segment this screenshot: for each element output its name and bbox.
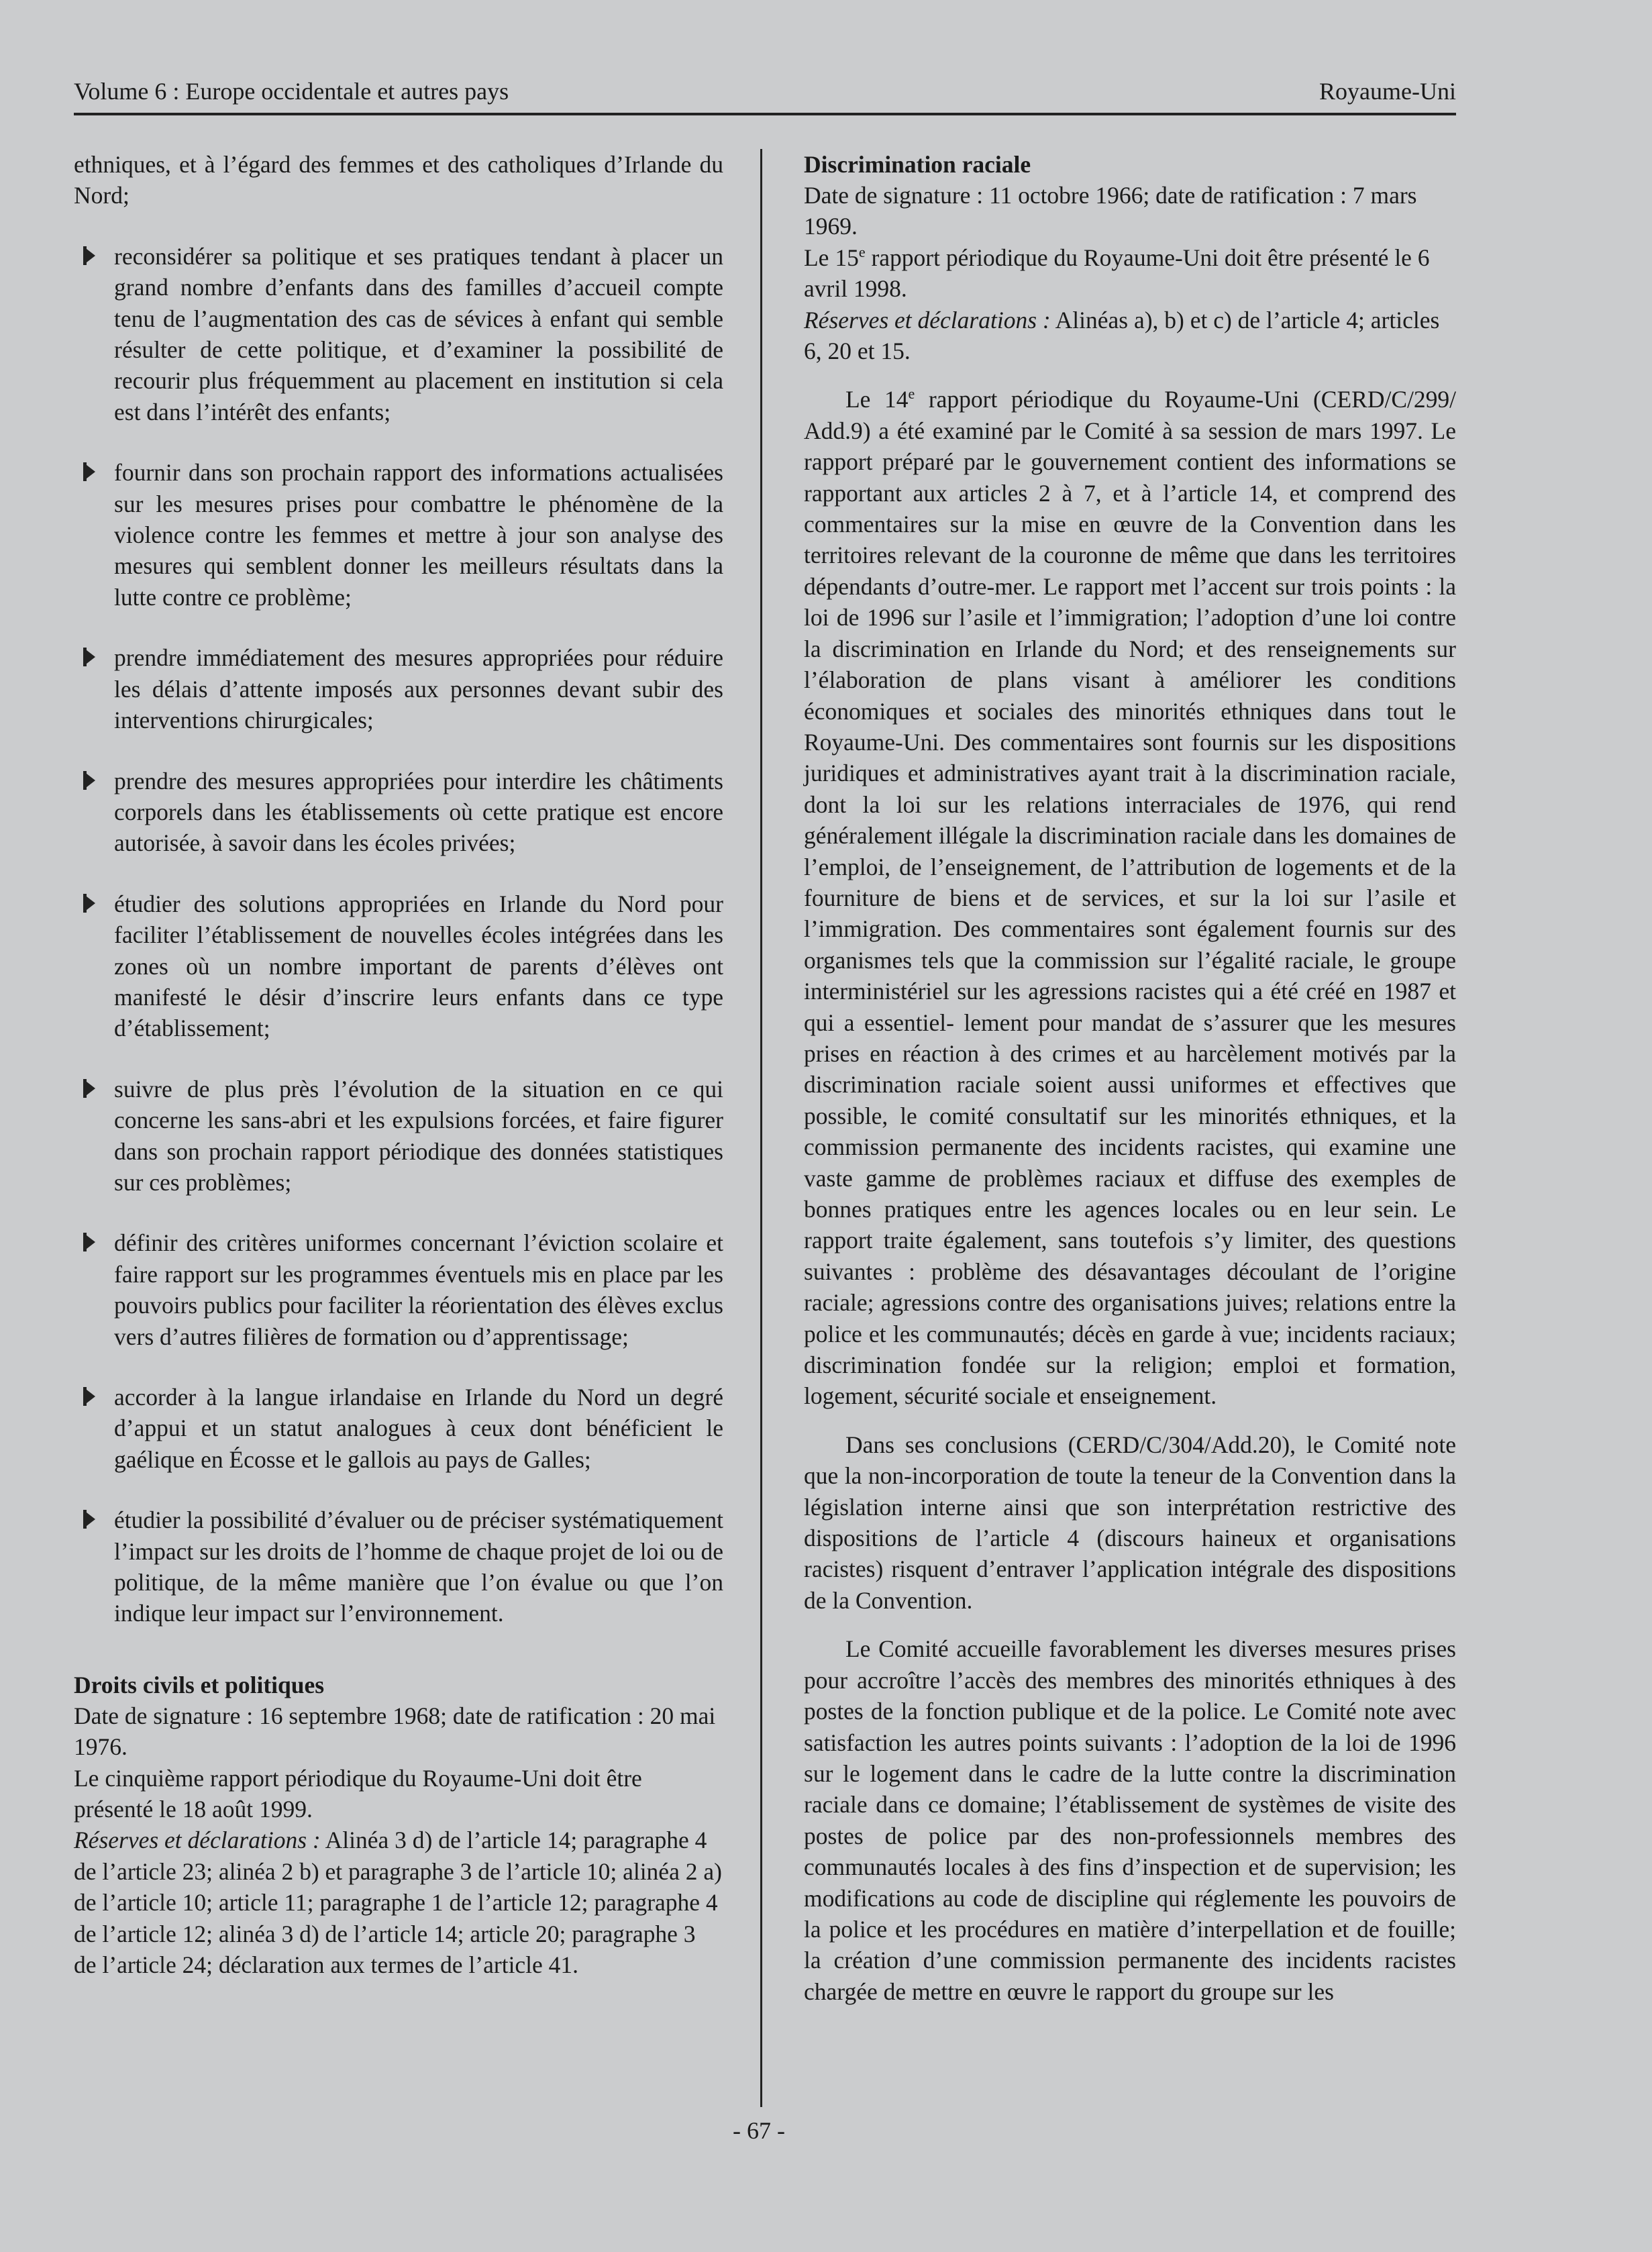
bullet-item: [74, 888, 723, 1044]
para1-superscript: e: [908, 385, 915, 403]
page-number: - 67 -: [733, 2117, 785, 2144]
running-header: [74, 75, 1456, 107]
bullet-item: [74, 241, 723, 427]
bullet-item: [74, 642, 723, 735]
header-volume-title: Volume 6 : Europe occidentale et autres pays: [74, 78, 509, 105]
reserves-text: Alinéas a), b) et c) de l’article 4; articles 6, 20 et 15.: [804, 306, 1440, 365]
bullet-text: fournir dans son prochain rapport des informations actualisées sur les mesures prises pour combattre le phénomène de la violence contre les femmes et mettre à jour son analyse des mesures qui semblent donner les meilleurs résultats dans la lutte contre ce problème;: [114, 459, 723, 611]
left-column: [74, 149, 723, 1981]
civil-dates: Date de signature : 16 septembre 1968; date de ratification : 20 mai 1976.: [74, 1702, 716, 1761]
column-divider: [760, 149, 762, 2107]
bullet-text: prendre immédiatement des mesures appropriées pour réduire les délais d’attente imposés aux personnes devant subir des interventions chirurgicales;: [114, 644, 723, 734]
bullet-text: étudier la possibilité d’évaluer ou de préciser systématiquement l’impact sur les droits de l’homme de chaque projet de loi ou de politique, de la même manière que l’on évalue ou que l’on indique leur impact sur l’environnement.: [114, 1506, 723, 1627]
triangle-bullet-icon: [83, 1387, 95, 1406]
bullet-item: [74, 1504, 723, 1629]
report-text-a: Le 15: [804, 244, 859, 271]
para1-text-b: rapport périodique du Royaume-Uni (CERD/C/299/ Add.9) a été examiné par le Comité à sa session de mars 1997. Le rapport préparé par le gouvernement contient des informations se rapportant aux articles 2 à 7, et à l’article 14, et comprend des commentaires sur la mise en œuvre de la Convention dans les territoires relevant de la couronne de même que dans les territoires dépendants d’outre-mer. Le rapport met l’accent sur trois points : la loi de 1996 sur l’asile et l’immigration; l’adoption d’une loi contre la discrimination en Irlande du Nord; et des renseignements sur l’élaboration de plans visant à améliorer les conditions économiques et sociales des minorités ethniques dans tout le Royaume-Uni. Des commentaires sont fournis sur les dispositions juridiques et administratives ayant trait à la discrimination raciale, dont la loi sur les relations interraciales de 1976, qui rend généralement illégale la discrimination raciale dans les domaines de l’emploi, de l’enseignement, de l’attribution de logements et de la fourniture de biens et de services, et sur la loi sur l’asile et l’immigration. Des commentaires sont également fournis sur des organismes tels que la commission sur l’égalité raciale, le groupe interministériel sur les agressions racistes qui a été créé en 1987 et qui a essentiel- lement pour mandat de s’assurer que les mesures prises en réaction à des crimes et au harcèlement motivés par la discrimination raciale soient aussi uniformes et effectives que possible, le comité consultatif sur les minorités ethniques, et la commission permanente des incidents racistes, qui examine une vaste gamme de problèmes raciaux et diffuse des exemples de bonnes pratiques entre les agences locales ou en leur sein. Le rapport traite également, sans toutefois s’y limiter, des questions suivantes : problème des désavantages découlant de l’origine raciale; agressions contre des organisations juives; relations entre la police et les communautés; décès en garde à vue; incidents raciaux; discrimination fondée sur la religion; emploi et formation, logement, sécurité sociale et enseignement.: [804, 386, 1456, 1410]
racial-discrimination-section: [804, 149, 1456, 366]
report-text-b: rapport périodique du Royaume-Uni doit être présenté le 6 avril 1998.: [804, 244, 1430, 303]
bullet-item: [74, 1074, 723, 1198]
para1-text-a: Le 14: [845, 386, 909, 413]
body-paragraph-3: Le Comité accueille favorablement les diverses mesures prises pour accroître l’accès des membres des minorités ethniques à des postes de la fonction publique et de la police. Le Comité note avec satisfaction les autres points suivants : l’adoption de la loi de 1996 sur le logement dans le cadre de la lutte contre la discrimination raciale dans ce domaine; l’établissement de systèmes de visite des postes de police par des non-professionnels membres des communautés locales à des fins d’inspection et de supervision; les modifications au code de discipline qui réglemente les pouvoirs de la police et les procédures en matière d’interpellation et de fouille; la création d’une commission permanente des incidents racistes chargée de mettre en œuvre le rapport du groupe sur les: [804, 1635, 1456, 2005]
body-paragraph-2: Dans ses conclusions (CERD/C/304/Add.20), le Comité note que la non-incorporation de toute la teneur de la Convention dans la législation interne ainsi que son interprétation restrictive des dispositions de l’article 4 (discours haineux et organisations racistes) risquent d’entraver l’application intégrale des dispositions de la Convention.: [804, 1431, 1456, 1614]
civil-political-section: [74, 1670, 723, 1981]
report-superscript: e: [858, 243, 866, 260]
triangle-bullet-icon: [83, 246, 95, 265]
racial-dates: Date de signature : 11 octobre 1966; date de ratification : 7 mars 1969.: [804, 182, 1417, 240]
reserves-text: Alinéa 3 d) de l’article 14; paragraphe 4 de l’article 23; alinéa 2 b) et paragraphe 3 de l’article 10; alinéa 2 a) de l’article 10; article 11; paragraphe 1 de l’article 12; paragraphe 4 de l’article 12; alinéa 3 d) de l’article 14; article 20; paragraphe 3 de l’article 24; déclaration aux termes de l’article 41.: [74, 1827, 722, 1979]
racial-reserves: [804, 305, 1456, 367]
triangle-bullet-icon: [83, 462, 95, 481]
section-heading-racial: Discrimination raciale: [804, 151, 1031, 178]
triangle-bullet-icon: [83, 1233, 95, 1251]
header-country: Royaume-Uni: [1319, 78, 1456, 105]
triangle-bullet-icon: [83, 771, 95, 790]
section-heading-civil: Droits civils et politiques: [74, 1671, 325, 1698]
reserves-label: Réserves et déclarations :: [74, 1827, 321, 1854]
bullet-item: [74, 457, 723, 613]
bullet-text: définir des critères uniformes concernant l’éviction scolaire et faire rapport sur les programmes éventuels mis en place par les pouvoirs publics pour faciliter la réorientation des élèves exclus vers d’autres filières de formation ou d’apprentissage;: [114, 1229, 723, 1350]
bullet-item: [74, 1382, 723, 1475]
bullet-text: suivre de plus près l’évolution de la situation en ce qui concerne les sans-abri et les expulsions forcées, et faire figurer dans son prochain rapport périodique des données statistiques sur ces problèmes;: [114, 1075, 723, 1196]
bullet-text: étudier des solutions appropriées en Irlande du Nord pour faciliter l’établissement de nouvelles écoles intégrées dans les zones où un nombre important de parents d’élèves ont manifesté le désir d’inscrire leurs enfants dans ce type d’établissement;: [114, 890, 723, 1042]
bullet-text: reconsidérer sa politique et ses pratiques tendant à placer un grand nombre d’enfants dans des familles d’accueil compte tenu de l’augmentation des cas de sévices à enfant qui semble résulter de cette politique, et d’examiner la possibilité de recourir plus fréquemment au placement en institution si cela est dans l’intérêt des enfants;: [114, 242, 723, 425]
body-paragraph-1: [804, 384, 1456, 1411]
bullet-text: accorder à la langue irlandaise en Irlande du Nord un degré d’appui et un statut analogues à ceux dont bénéficient le gaélique en Écosse et le gallois au pays de Galles;: [114, 1384, 723, 1473]
header-rule: [74, 113, 1456, 115]
right-column: [804, 149, 1456, 2007]
triangle-bullet-icon: [83, 894, 95, 913]
civil-reserves: [74, 1825, 723, 1980]
bullet-text: prendre des mesures appropriées pour interdire les châtiments corporels dans les établissements où cette pratique est encore autorisée, à savoir dans les écoles privées;: [114, 767, 723, 857]
triangle-bullet-icon: [83, 1079, 95, 1098]
triangle-bullet-icon: [83, 648, 95, 666]
triangle-bullet-icon: [83, 1510, 95, 1529]
civil-report: Le cinquième rapport périodique du Royaume-Uni doit être présenté le 18 août 1999.: [74, 1764, 642, 1823]
reserves-label: Réserves et déclarations :: [804, 306, 1051, 334]
bullet-item: [74, 766, 723, 859]
left-intro-text: ethniques, et à l’égard des femmes et des catholiques d’Irlande du Nord;: [74, 151, 723, 209]
bullet-item: [74, 1227, 723, 1352]
racial-report: [804, 242, 1456, 305]
